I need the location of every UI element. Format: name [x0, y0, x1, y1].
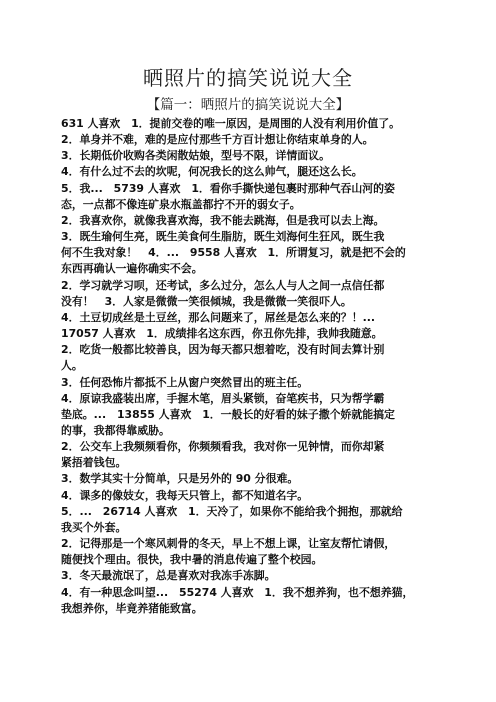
text-line: 3．数学其实十分简单，只是另外的 90 分很难。: [61, 472, 299, 486]
text-line: 的事，我都得靠威胁。: [61, 423, 170, 437]
text-line: 2．我喜欢你，就像我喜欢海，我不能去跳海，但是我可以去上海。: [61, 213, 385, 227]
text-line: 东西再确认一遍你确实不会。: [61, 262, 203, 276]
document-subtitle: 【篇一：晒照片的搞笑说说大全】: [146, 97, 350, 113]
text-line: 4．原谅我盛装出席，手握木笔，眉头紧锁，奋笔疾书，只为帮学霸: [61, 391, 385, 405]
text-line: 4．土豆切成丝是土豆丝，那么问题来了，屌丝是怎么来的？！...: [61, 310, 376, 324]
text-line: 3．冬天最流氓了，总是喜欢对我冻手冻脚。: [61, 569, 276, 583]
text-line: 4．有什么过不去的坎呢，何况我长的这么帅气，腿还这么长。: [61, 165, 363, 179]
text-line: 态，一点都不像连矿泉水瓶盖都拧不开的弱女子。: [61, 197, 301, 211]
document-title: 晒照片的搞笑说说大全: [143, 66, 353, 90]
text-line: 3．既生瑜何生亮，既生美食何生脂肪，既生刘海何生狂风，既生我: [61, 230, 385, 244]
text-line: 2．学习就学习呗，还考试，多么过分，怎么人与人之间一点信任都: [61, 278, 385, 292]
text-line: 3．任何恐怖片都抵不上从窗户突然冒出的班主任。: [61, 375, 309, 389]
text-line: 631 人喜欢 1．提前交卷的唯一原因，是周围的人没有利用价值了。: [61, 117, 401, 130]
text-line: 垫底。... 13855 人喜欢 1．一般长的好看的妹子撒个娇就能搞定: [61, 407, 395, 421]
text-line: 随便找个理由。很快，我中暑的消息传遍了整个校园。: [61, 553, 323, 567]
text-line: 2．单身并不难，难的是应付那些千方百计想让你结束单身的人。: [61, 133, 374, 147]
text-line: 没有！ 3．人家是微微一笑很倾城，我是微微一笑很吓人。: [61, 294, 352, 308]
text-line: 4．有一种思念叫望... 55274 人喜欢 1．我不想养狗，也不想养猫，: [61, 585, 414, 599]
text-line: 2．公交车上我频频看你，你频频看我，我对你一见钟情，而你却紧: [61, 440, 385, 454]
text-line: 我想养你，毕竟养猪能致富。: [61, 601, 203, 615]
text-line: 人。: [61, 359, 83, 373]
text-line: 2．记得那是一个寒风刺骨的冬天，早上不想上课，让室友帮忙请假，: [61, 537, 396, 551]
text-line: 3．长期低价收购各类闲散姑娘，型号不限，详情面议。: [61, 149, 330, 163]
text-line: 4．课多的像妓女，我每天只管上，都不知道名字。: [61, 488, 309, 502]
text-line: 紧捂着钱包。: [61, 456, 127, 470]
text-line: 5．我... 5739 人喜欢 1．看你手撕快递包裹时那种气吞山河的姿: [61, 181, 395, 195]
text-line: 2．吃货一般都比较善良，因为每天都只想着吃，没有时间去算计别: [61, 343, 385, 357]
text-line: 17057 人喜欢 1．成绩排名这东西，你丑你先排，我帅我随意。: [61, 327, 383, 341]
text-line: 何不生我对象！ 4．... 9558 人喜欢 1．所谓复习，就是把不会的: [61, 246, 406, 260]
document-body: [61, 116, 441, 617]
text-line: 5．... 26714 人喜欢 1．天冷了，如果你不能给我个拥抱，那就给: [61, 504, 403, 518]
text-line: 我买个外套。: [61, 520, 127, 534]
